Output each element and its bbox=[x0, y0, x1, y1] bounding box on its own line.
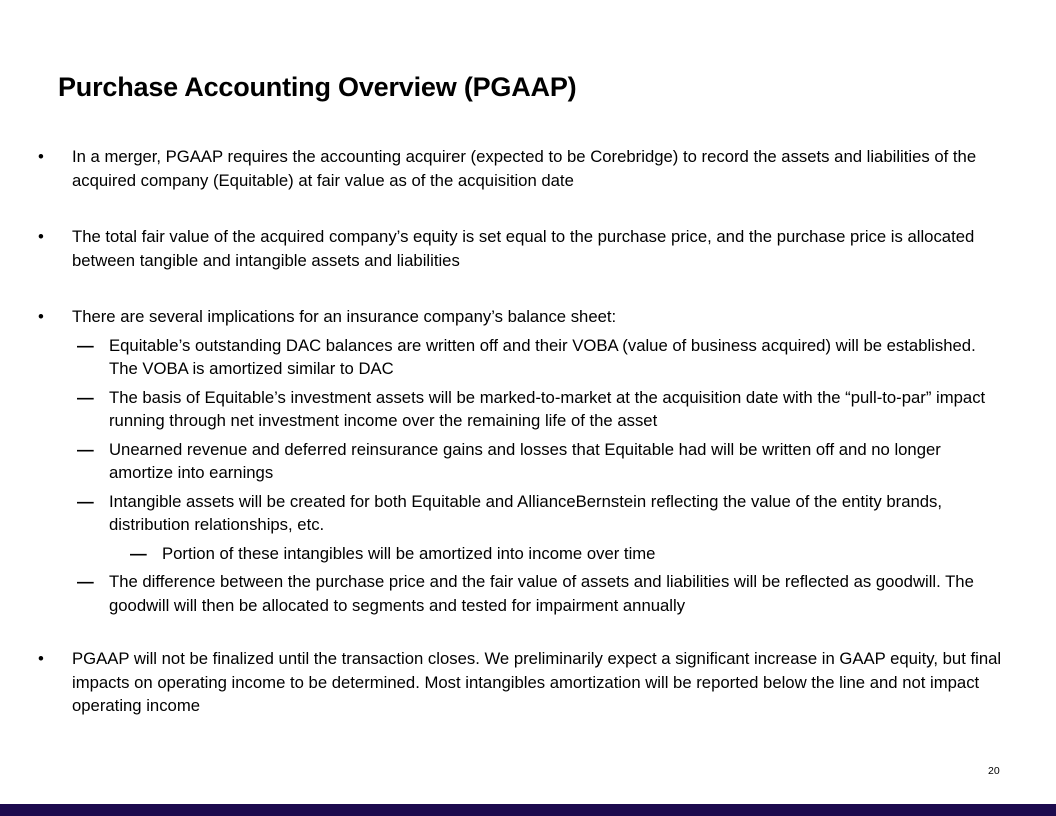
footer-bar bbox=[0, 804, 1056, 816]
page-number: 20 bbox=[988, 765, 1000, 777]
sub-bullet-list bbox=[38, 334, 1008, 618]
sub-sub-bullet-item: — Portion of these intangibles will be amortized into income over time bbox=[38, 542, 1008, 566]
slide-content bbox=[38, 145, 1008, 718]
bullet-item: • In a merger, PGAAP requires the accounting acquirer (expected to be Corebridge) to record the assets and liabilities of the acquired company (Equitable) at fair value as of the acquisition date bbox=[38, 145, 1008, 192]
sub-bullet-item: — Equitable’s outstanding DAC balances are written off and their VOBA (value of business acquired) will be established. The VOBA is amortized similar to DAC bbox=[38, 334, 1008, 381]
bullet-item: • The total fair value of the acquired company’s equity is set equal to the purchase price, and the purchase price is allocated between tangible and intangible assets and liabilities bbox=[38, 225, 1008, 272]
sub-bullet-item: — Intangible assets will be created for both Equitable and AllianceBernstein reflecting the value of the entity brands, distribution relationships, etc. bbox=[38, 490, 1008, 537]
bullet-item: • PGAAP will not be finalized until the transaction closes. We preliminarily expect a significant increase in GAAP equity, but final impacts on operating income to be determined. Most intangibles amortization will be reported below the line and not impact operating income bbox=[38, 647, 1008, 718]
sub-bullet-item: — Unearned revenue and deferred reinsurance gains and losses that Equitable had will be written off and no longer amortize into earnings bbox=[38, 438, 1008, 485]
sub-bullet-item: — The difference between the purchase price and the fair value of assets and liabilities will be reflected as goodwill. The goodwill will then be allocated to segments and tested for impairment annually bbox=[38, 570, 1008, 617]
bullet-item: • There are several implications for an insurance company’s balance sheet: bbox=[38, 305, 1008, 329]
slide-title: Purchase Accounting Overview (PGAAP) bbox=[58, 72, 577, 102]
sub-bullet-item: — The basis of Equitable’s investment assets will be marked-to-market at the acquisition date with the “pull-to-par” impact running through net investment income over the remaining life of the asset bbox=[38, 386, 1008, 433]
